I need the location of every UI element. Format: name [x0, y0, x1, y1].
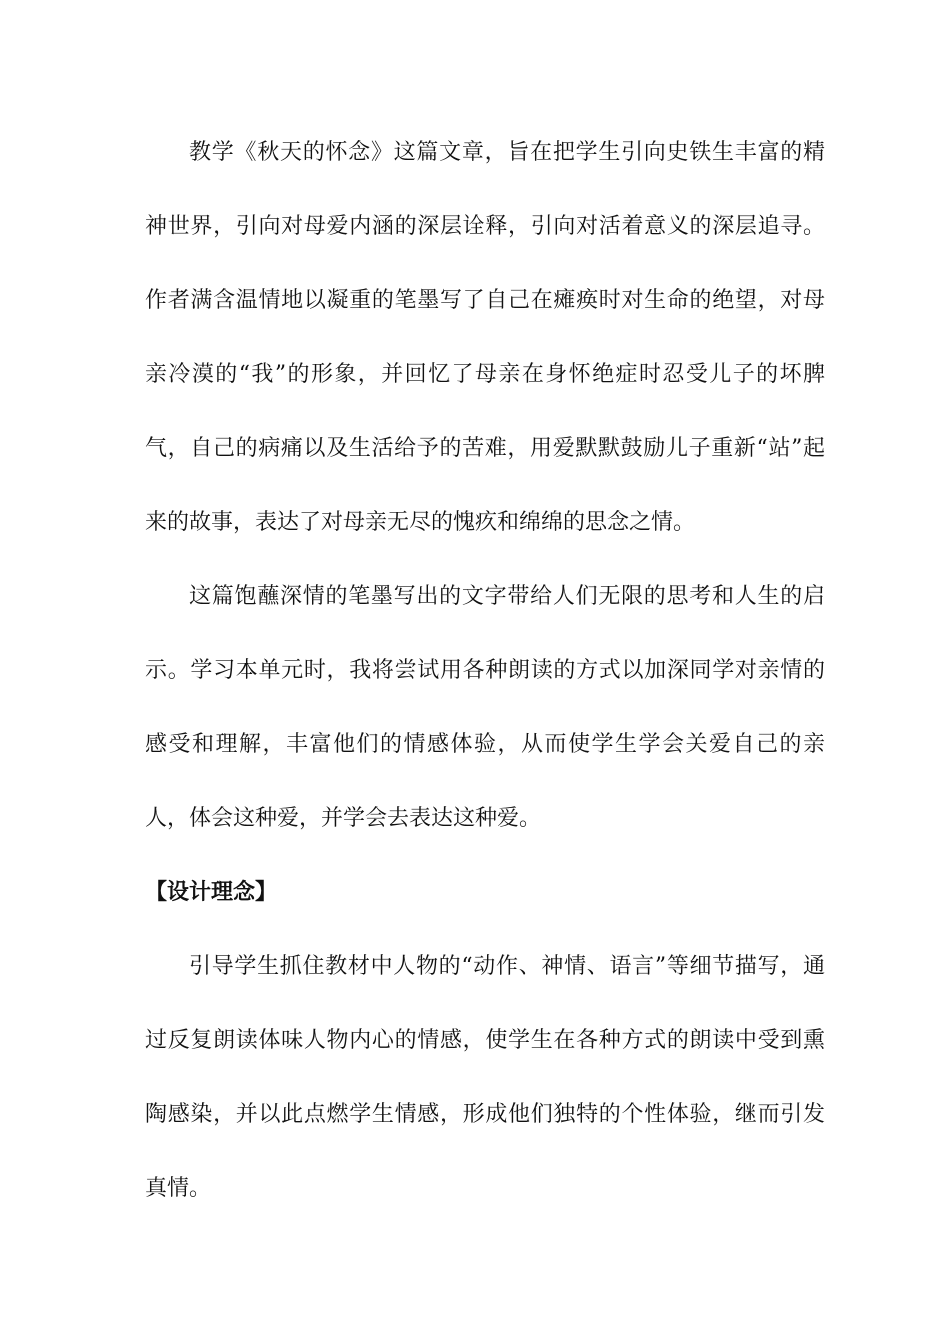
- paragraph-intro: 教学《秋天的怀念》这篇文章，旨在把学生引向史铁生丰富的精神世界，引向对母爱内涵的深层诠释，引向对活着意义的深层追寻。作者满含温情地以凝重的笔墨写了自己在瘫痪时对生命的绝望，对母亲冷漠的“我”的形象，并回忆了母亲在身怀绝症时忍受儿子的坏脾气，自己的病痛以及生活给予的苦难，用爱默默鼓励儿子重新“站”起来的故事，表达了对母亲无尽的愧疚和绵绵的思念之情。: [145, 140, 825, 535]
- document-body: [145, 116, 825, 1226]
- section-heading-design-concept: 【设计理念】: [145, 880, 278, 905]
- paragraph-unit-plan: 这篇饱蘸深情的笔墨写出的文字带给人们无限的思考和人生的启示。学习本单元时，我将尝试用各种朗读的方式以加深同学对亲情的感受和理解，丰富他们的情感体验，从而使学生学会关爱自己的亲人，体会这种爱，并学会去表达这种爱。: [145, 584, 825, 831]
- paragraph-design-concept: 引导学生抓住教材中人物的“动作、神情、语言”等细节描写，通过反复朗读体味人物内心的情感，使学生在各种方式的朗读中受到熏陶感染，并以此点燃学生情感，形成他们独特的个性体验，继而引发真情。: [145, 954, 825, 1201]
